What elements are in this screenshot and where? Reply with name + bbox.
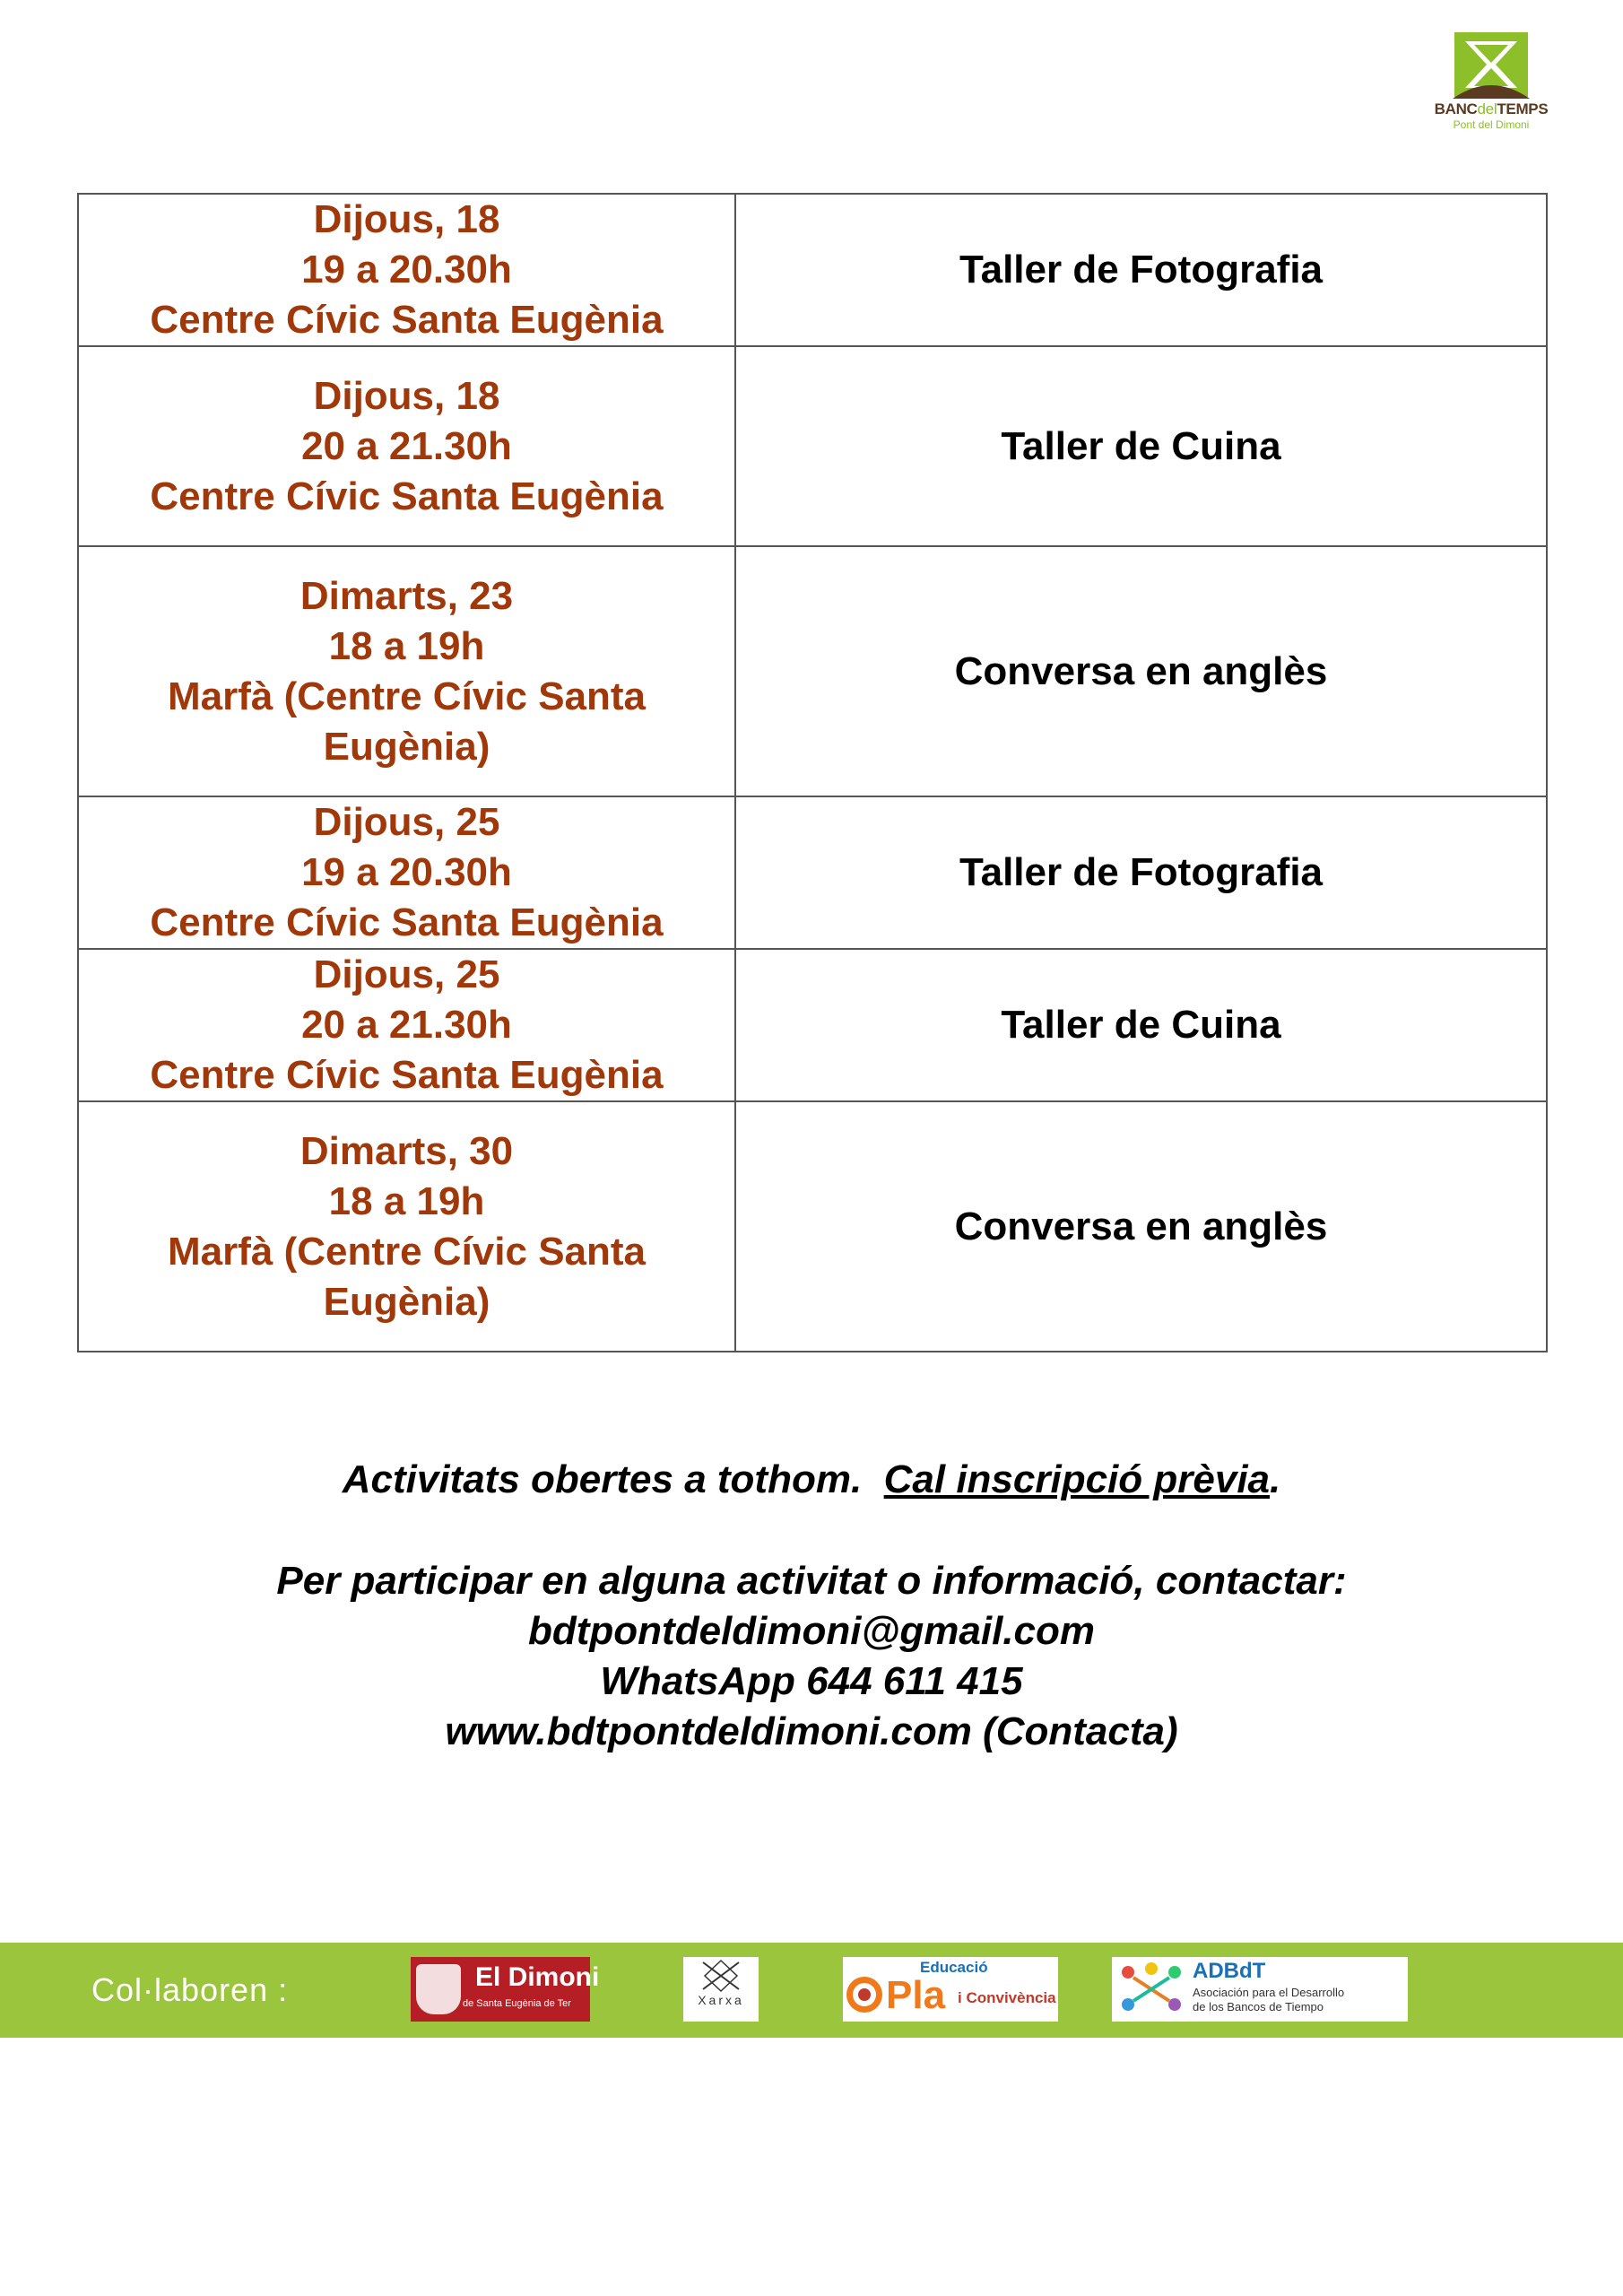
- day: Dimarts, 30: [299, 1128, 514, 1173]
- day: Dijous, 25: [313, 952, 500, 996]
- place: Centre Cívic Santa Eugènia: [150, 474, 664, 518]
- registration-end: .: [1270, 1457, 1281, 1501]
- hourglass-icon: [1453, 30, 1530, 99]
- logo-brand: BANCdelTEMPS: [1434, 100, 1549, 117]
- adbdt-subtitle: [1193, 1986, 1344, 2014]
- day: Dimarts, 23: [299, 573, 514, 618]
- when-cell: [78, 1101, 735, 1352]
- activity-cell: Taller de Fotografia: [735, 796, 1547, 949]
- place-continued: Eugènia): [323, 1279, 490, 1324]
- contact-block: [0, 1556, 1623, 1757]
- when-cell: [78, 796, 735, 949]
- time: 18 a 19h: [328, 623, 485, 668]
- activity-cell: Conversa en anglès: [735, 1101, 1547, 1352]
- contact-email[interactable]: bdtpontdeldimoni@gmail.com: [528, 1609, 1095, 1653]
- xarxa-logo: [683, 1957, 759, 2022]
- table-row: [78, 796, 1547, 949]
- place-continued: Eugènia): [323, 724, 490, 769]
- when-cell: [78, 949, 735, 1101]
- time: 20 a 21.30h: [301, 423, 512, 468]
- table-row: [78, 194, 1547, 346]
- activity-cell: Conversa en anglès: [735, 546, 1547, 796]
- open-text: Activitats obertes a tothom.: [342, 1457, 863, 1501]
- time: 19 a 20.30h: [301, 248, 512, 291]
- schedule-table: [77, 193, 1548, 1352]
- contact-intro: Per participar en alguna activitat o informació, contactar:: [276, 1559, 1347, 1603]
- contact-website[interactable]: www.bdtpontdeldimoni.com (Contacta): [445, 1709, 1178, 1753]
- adbdt-subtitle-line2: de los Bancos de Tiempo: [1193, 2000, 1324, 2013]
- el-dimoni-logo: [411, 1957, 600, 2022]
- pla-top-text: Educació: [920, 1959, 988, 1976]
- registration-required: Cal inscripció prèvia: [883, 1457, 1271, 1501]
- el-dimoni-title: El Dimoni: [475, 1962, 600, 1992]
- xarxa-cross-icon: [683, 1957, 759, 1993]
- place: Marfà (Centre Cívic Santa: [167, 1229, 647, 1274]
- time: 20 a 21.30h: [301, 1003, 512, 1047]
- xarxa-text: Xarxa: [698, 1993, 744, 2007]
- collaborators-footer: [0, 1943, 1623, 2038]
- adbdt-subtitle-line1: Asociación para el Desarrollo: [1193, 1986, 1345, 1999]
- table-row: [78, 949, 1547, 1101]
- educacio-pla-logo: [843, 1957, 1058, 2022]
- table-row: [78, 1101, 1547, 1352]
- place: Centre Cívic Santa Eugènia: [150, 298, 664, 342]
- place: Centre Cívic Santa Eugènia: [150, 900, 664, 944]
- place: Centre Cívic Santa Eugènia: [150, 1053, 664, 1097]
- devil-face-icon: [416, 1964, 461, 2014]
- activity-cell: Taller de Fotografia: [735, 194, 1547, 346]
- activity-cell: Taller de Cuina: [735, 346, 1547, 546]
- when-cell: [78, 346, 735, 546]
- collaborators-label: Col·laboren :: [91, 1971, 289, 2008]
- place: Marfà (Centre Cívic Santa: [167, 674, 647, 718]
- contact-whatsapp: WhatsApp 644 611 415: [600, 1659, 1023, 1703]
- adbdt-title: ADBdT: [1193, 1959, 1266, 1983]
- time: 19 a 20.30h: [301, 850, 512, 894]
- target-icon: [845, 1975, 884, 2014]
- adbdt-people-icon: [1115, 1960, 1187, 2019]
- pla-bottom-text: i Convivència: [958, 1989, 1056, 2006]
- when-cell: [78, 546, 735, 796]
- adbdt-logo: [1112, 1957, 1408, 2022]
- day: Dijous, 18: [313, 197, 500, 241]
- activity-cell: Taller de Cuina: [735, 949, 1547, 1101]
- pla-main-text: Pla: [886, 1973, 946, 2017]
- logo-subtitle: Pont del Dimoni: [1453, 118, 1530, 131]
- open-activities-note: [0, 1457, 1623, 1502]
- when-cell: [78, 194, 735, 346]
- table-row: [78, 346, 1547, 546]
- time: 18 a 19h: [328, 1178, 485, 1223]
- banc-del-temps-logo: [1424, 30, 1558, 147]
- el-dimoni-subtitle: de Santa Eugènia de Ter: [463, 1998, 571, 2009]
- day: Dijous, 25: [313, 800, 500, 844]
- table-row: [78, 546, 1547, 796]
- day: Dijous, 18: [313, 373, 500, 418]
